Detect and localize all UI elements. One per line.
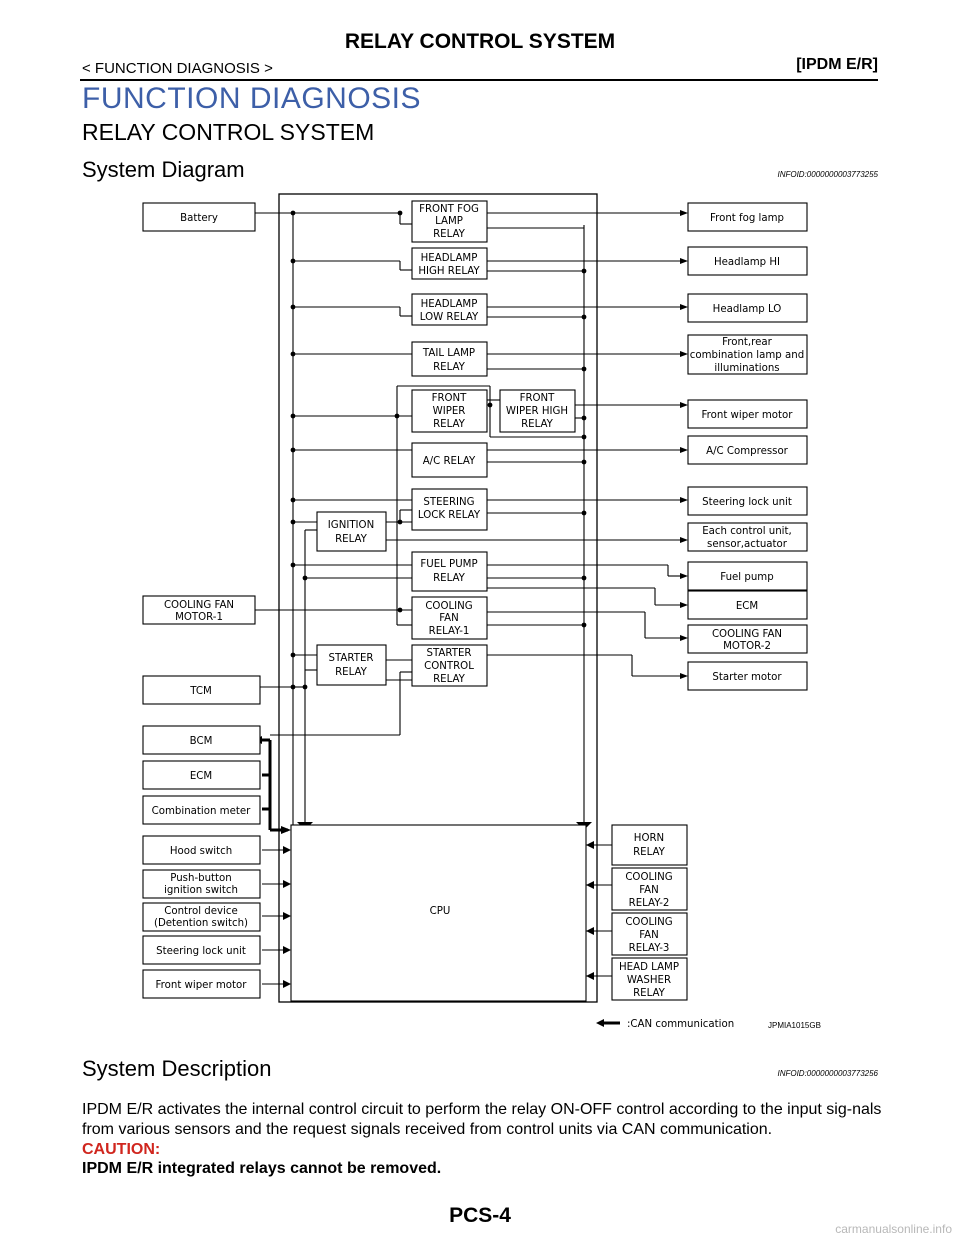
section-title: FUNCTION DIAGNOSIS xyxy=(82,82,422,115)
label-cooling-fan-motor-1-l1: COOLING FAN xyxy=(163,600,235,611)
label-starter-motor: Starter motor xyxy=(712,672,782,683)
label-cooling-fan-motor-1-l2: MOTOR-1 xyxy=(175,612,223,623)
page-number: PCS-4 xyxy=(449,1204,511,1227)
label-front-wiper-input: Front wiper motor xyxy=(155,980,247,991)
label-steering-lock-unit: Steering lock unit xyxy=(702,497,792,508)
system-description-infoid: INFOID:0000000003773256 xyxy=(777,1069,878,1078)
label-headlamp-low-l2: LOW RELAY xyxy=(419,312,479,323)
label-cooling-fan-2-l3: RELAY-2 xyxy=(628,898,670,909)
label-tcm: TCM xyxy=(190,686,212,697)
label-control-device-l1: Control device xyxy=(164,906,238,917)
system-description-heading: System Description xyxy=(82,1056,272,1081)
label-front-wiper-l1: FRONT xyxy=(431,393,467,404)
label-starter-control-l2: CONTROL xyxy=(424,661,474,672)
label-hood-switch: Hood switch xyxy=(169,846,233,857)
watermark: carmanualsonline.info xyxy=(835,1222,952,1236)
label-starter-control-l3: RELAY xyxy=(433,674,465,685)
ignition-relay-box xyxy=(317,512,386,551)
label-steering-lock-l1: STEERING xyxy=(423,497,475,508)
label-front-fog-l3: RELAY xyxy=(433,229,465,240)
label-headlamp-high-l1: HEADLAMP xyxy=(420,253,478,264)
label-head-lamp-washer-l1: HEAD LAMP xyxy=(619,962,679,973)
label-starter-l1: STARTER xyxy=(328,653,374,664)
label-fuel-pump: Fuel pump xyxy=(720,572,774,583)
label-cooling-fan-1-l1: COOLING xyxy=(425,601,473,612)
fuel-pump-relay-box xyxy=(412,552,487,591)
system-diagram-heading: System Diagram xyxy=(82,157,245,182)
label-combination-meter: Combination meter xyxy=(151,806,251,817)
horn-relay-box xyxy=(612,825,687,865)
label-push-button-l2: ignition switch xyxy=(164,885,238,896)
system-description-text: IPDM E/R activates the internal control circuit to perform the relay ON-OFF control according to the input sig-nals from various sensors and the request signals received from control units via CAN communication. xyxy=(82,1101,882,1138)
caution-text: IPDM E/R integrated relays cannot be removed. xyxy=(82,1160,442,1177)
label-each-control-unit-l1: Each control unit, xyxy=(702,526,792,537)
label-front-wiper-motor: Front wiper motor xyxy=(701,410,793,421)
label-fuel-pump-l1: FUEL PUMP xyxy=(420,559,478,570)
label-fuel-pump-l2: RELAY xyxy=(433,573,465,584)
starter-relay-box xyxy=(317,645,386,685)
label-ecm-output: ECM xyxy=(735,601,759,612)
label-cooling-fan-1-l3: RELAY-1 xyxy=(428,626,470,637)
label-headlamp-hi: Headlamp HI xyxy=(713,257,781,268)
label-front-wiper-l3: RELAY xyxy=(433,419,465,430)
label-head-lamp-washer-l2: WASHER xyxy=(626,975,672,986)
label-steering-lock-input: Steering lock unit xyxy=(156,946,246,957)
picture-id: JPMIA1015GB xyxy=(768,1021,821,1030)
label-cooling-fan-1-l2: FAN xyxy=(439,613,459,624)
label-front-wiper-l2: WIPER xyxy=(432,406,466,417)
header-breadcrumb: < FUNCTION DIAGNOSIS > xyxy=(82,60,273,77)
label-starter-l2: RELAY xyxy=(335,667,367,678)
label-battery: Battery xyxy=(180,213,218,224)
label-cooling-fan-3-l1: COOLING xyxy=(625,917,673,928)
label-front-fog-l1: FRONT FOG xyxy=(419,204,479,215)
can-legend-label: :CAN communication xyxy=(627,1019,735,1030)
label-cooling-fan-motor-2-l2: MOTOR-2 xyxy=(723,641,771,652)
header-title: RELAY CONTROL SYSTEM xyxy=(344,30,616,53)
label-headlamp-lo: Headlamp LO xyxy=(712,304,782,315)
label-cooling-fan-2-l1: COOLING xyxy=(625,872,673,883)
label-cpu: CPU xyxy=(429,906,451,917)
label-cooling-fan-3-l2: FAN xyxy=(639,930,659,941)
subsection-title: RELAY CONTROL SYSTEM xyxy=(82,119,375,145)
label-push-button-l1: Push-button xyxy=(170,873,232,884)
label-front-wiper-high-l2: WIPER HIGH xyxy=(505,406,569,417)
label-combination-lamp-l1: Front,rear xyxy=(722,337,772,348)
header-section-code: [IPDM E/R] xyxy=(796,56,878,73)
label-cooling-fan-motor-2-l1: COOLING FAN xyxy=(711,629,783,640)
label-ac-compressor: A/C Compressor xyxy=(706,446,788,457)
label-combination-lamp-l3: illuminations xyxy=(714,363,780,374)
label-headlamp-low-l1: HEADLAMP xyxy=(420,299,478,310)
label-cooling-fan-2-l2: FAN xyxy=(639,885,659,896)
label-control-device-l2: (Detention switch) xyxy=(153,918,249,929)
label-ecm-input: ECM xyxy=(189,771,213,782)
label-head-lamp-washer-l3: RELAY xyxy=(633,988,665,999)
label-combination-lamp-l2: combination lamp and xyxy=(689,350,805,361)
label-tail-lamp-l2: RELAY xyxy=(433,362,465,373)
label-front-fog-lamp: Front fog lamp xyxy=(710,213,784,224)
label-ignition-l2: RELAY xyxy=(335,534,367,545)
label-steering-lock-l2: LOCK RELAY xyxy=(417,510,481,521)
label-front-wiper-high-l3: RELAY xyxy=(521,419,553,430)
caution-label: CAUTION: xyxy=(82,1141,161,1158)
label-headlamp-high-l2: HIGH RELAY xyxy=(418,266,480,277)
label-each-control-unit-l2: sensor,actuator xyxy=(707,539,787,550)
label-front-fog-l2: LAMP xyxy=(435,216,463,227)
label-horn-l2: RELAY xyxy=(633,847,665,858)
label-ignition-l1: IGNITION xyxy=(327,520,375,531)
label-ac-relay: A/C RELAY xyxy=(422,456,476,467)
label-bcm: BCM xyxy=(189,736,213,747)
system-diagram-infoid: INFOID:0000000003773255 xyxy=(777,170,878,179)
label-tail-lamp-l1: TAIL LAMP xyxy=(422,348,476,359)
label-horn-l1: HORN xyxy=(633,833,665,844)
label-front-wiper-high-l1: FRONT xyxy=(519,393,555,404)
label-starter-control-l1: STARTER xyxy=(426,648,472,659)
label-cooling-fan-3-l3: RELAY-3 xyxy=(628,943,670,954)
